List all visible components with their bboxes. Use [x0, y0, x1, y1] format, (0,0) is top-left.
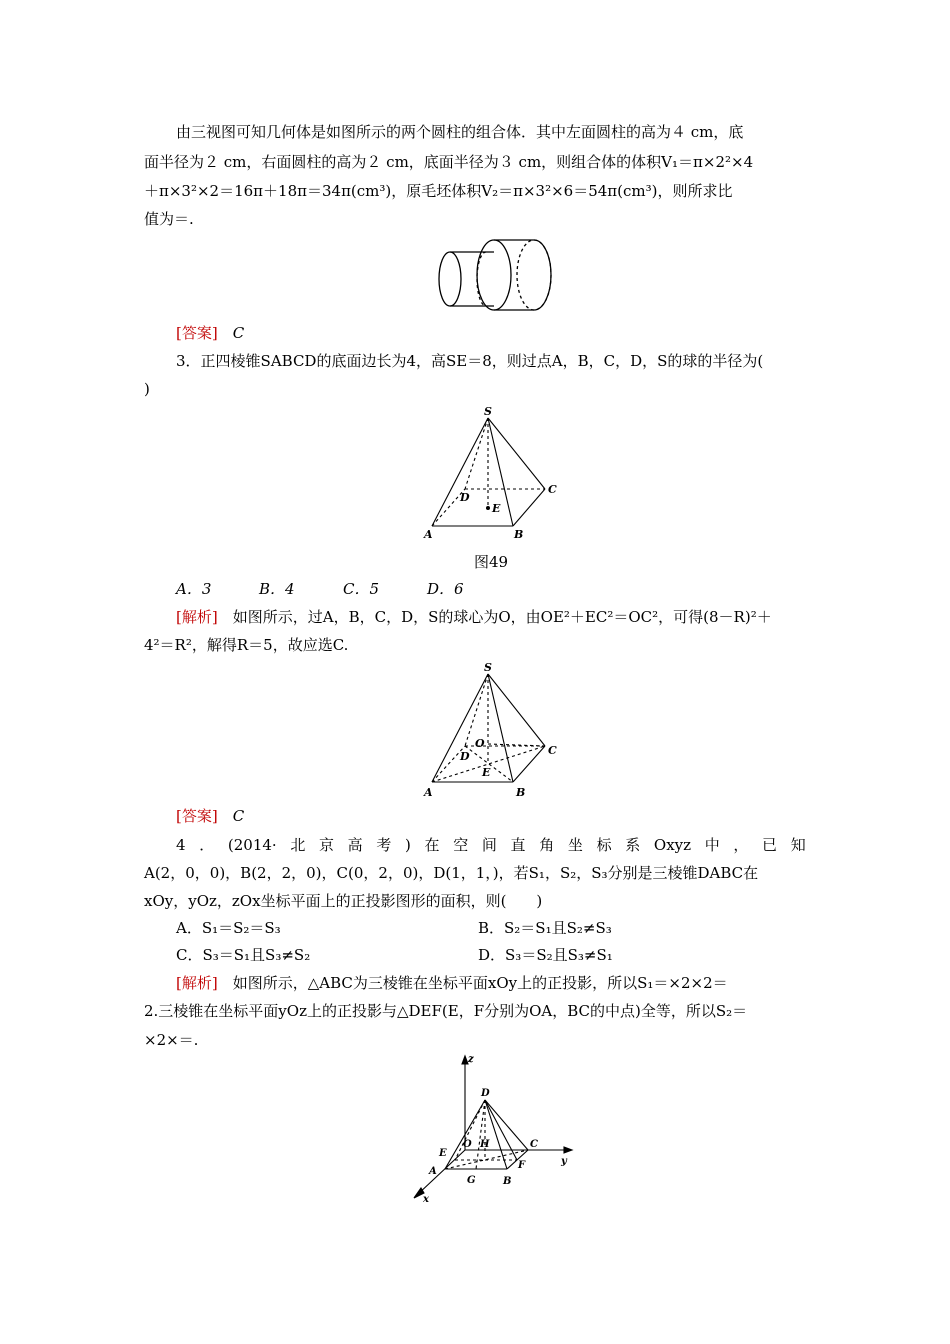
token: 标 — [596, 836, 612, 854]
label-e: E — [439, 1148, 447, 1159]
label-e: E — [492, 502, 501, 515]
label-g: G — [467, 1175, 476, 1186]
token: ． — [199, 836, 215, 854]
token: 北 — [290, 836, 306, 854]
question-line: xOy，yOz，zOx坐标平面上的正投影图形的面积，则( ) — [144, 892, 543, 910]
label-o: O — [475, 737, 485, 750]
label-y: y — [561, 1156, 567, 1167]
solution-label: [解析] — [176, 974, 218, 992]
solution-text: 如图所示，过A，B，C，D，S的球心为O，由OE²＋EC²＝OC²，可得(8－R)²＋ — [232, 608, 772, 626]
answer-row — [176, 806, 244, 826]
text-line: 由三视图可知几何体是如图所示的两个圆柱的组合体．其中左面圆柱的高为４ cm，底 — [176, 123, 744, 141]
label-d: D — [460, 491, 470, 504]
token: 坐 — [567, 836, 583, 854]
token: 中 — [704, 836, 720, 854]
token: 高 — [347, 836, 363, 854]
pyramid-figure-1 — [420, 402, 570, 544]
token: (2014· — [227, 836, 277, 854]
solution-label: [解析] — [176, 608, 218, 626]
solution-text: 如图所示，△ABC为三棱锥在坐标平面xOy上的正投影，所以S₁＝×2×2＝ — [232, 974, 728, 992]
token: 空 — [453, 836, 469, 854]
option-c: C．5 — [343, 580, 380, 598]
text-line: ＋π×3²×2＝16π＋18π＝34π(cm³)，原毛坯体积V₂＝π×3²×6＝54π(cm³)，则所求比 — [144, 182, 733, 200]
solution-line — [176, 973, 728, 993]
label-e: E — [482, 766, 491, 779]
answer-label: [答案] — [176, 807, 218, 825]
solution-line: 4²＝R²，解得R＝5，故应选C. — [144, 636, 349, 654]
option-d: D．6 — [427, 580, 464, 598]
token: 间 — [481, 836, 497, 854]
solution-line: ×2×＝. — [144, 1031, 199, 1049]
token: 直 — [510, 836, 526, 854]
option-c: C．S₃＝S₁且S₃≠S₂ — [176, 946, 311, 964]
label-b: B — [514, 528, 524, 541]
token: 京 — [319, 836, 335, 854]
coordinate-figure — [405, 1050, 585, 1205]
token: Oxyz — [653, 836, 692, 854]
solution-line: 2.三棱锥在坐标平面yOz上的正投影与△DEF(E，F分别为OA，BC的中点)全等，所以S₂＝ — [144, 1002, 748, 1020]
option-d: D．S₃＝S₂且S₃≠S₁ — [478, 946, 613, 964]
question-line: A(2，0，0)，B(2，2，0)，C(0，2，0)，D(1，1，)，若S₁，S₂，S₃分别是三棱锥DABC在 — [144, 864, 759, 882]
token: 系 — [625, 836, 641, 854]
label-x: x — [423, 1194, 429, 1205]
label-d: D — [460, 750, 470, 763]
token: 已 — [762, 836, 778, 854]
option-a: A．S₁＝S₂＝S₃ — [176, 919, 281, 937]
option-a: A．3 — [176, 580, 212, 598]
label-c: C — [548, 744, 557, 757]
question-line: 3．正四棱锥SABCD的底面边长为4，高SE＝8，则过点A，B，C，D，S的球的半径为( — [176, 352, 764, 370]
answer-value: C — [232, 807, 245, 825]
option-b: B．S₂＝S₁且S₂≠S₃ — [478, 919, 612, 937]
label-s: S — [484, 405, 492, 418]
cylinder-figure — [430, 232, 560, 318]
answer-row — [176, 323, 244, 343]
label-f: F — [518, 1160, 526, 1171]
label-a: A — [429, 1166, 437, 1177]
label-a: A — [424, 528, 433, 541]
label-z: z — [468, 1054, 474, 1065]
figure-caption: 图49 — [474, 553, 509, 571]
option-b: B．4 — [259, 580, 295, 598]
label-c: C — [548, 483, 557, 496]
label-h: H — [480, 1139, 490, 1150]
pyramid-figure-2 — [420, 658, 570, 800]
label-b: B — [516, 786, 526, 799]
token: ， — [733, 836, 749, 854]
answer-label: [答案] — [176, 324, 218, 342]
text-line: 面半径为２ cm，右面圆柱的高为２ cm，底面半径为３ cm，则组合体的体积V₁＝π×2²×4 — [144, 153, 754, 171]
text-line: 值为＝. — [144, 210, 194, 228]
label-b: B — [503, 1176, 512, 1187]
label-c: C — [530, 1139, 538, 1150]
token: ) — [405, 836, 411, 854]
label-a: A — [424, 786, 433, 799]
question-line-justified — [176, 835, 806, 855]
token: 知 — [790, 836, 806, 854]
label-o: O — [463, 1139, 472, 1150]
answer-value: C — [232, 324, 245, 342]
label-s: S — [484, 661, 492, 674]
question-line: ) — [144, 380, 150, 398]
solution-line — [176, 607, 772, 627]
token: 4 — [176, 836, 186, 854]
token: 在 — [424, 836, 440, 854]
label-d: D — [481, 1088, 490, 1099]
token: 角 — [539, 836, 555, 854]
token: 考 — [376, 836, 392, 854]
